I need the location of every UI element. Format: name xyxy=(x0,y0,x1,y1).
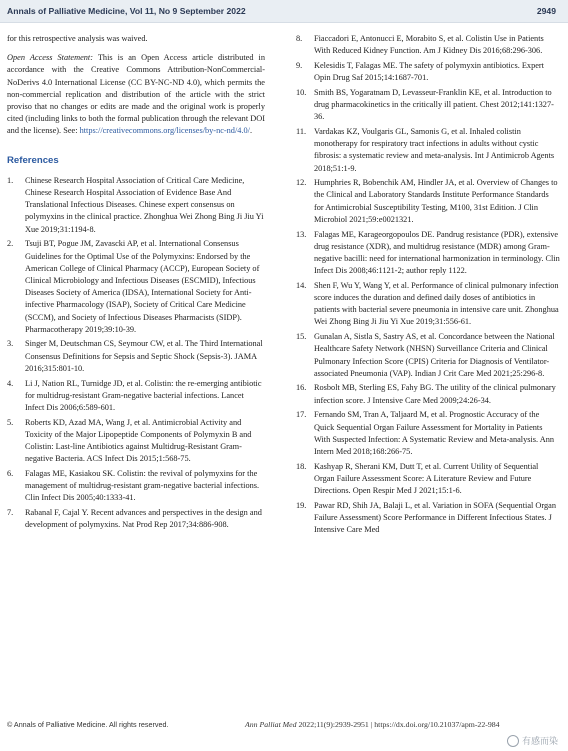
reference-text: Gunalan A, Sistla S, Sastry AS, et al. Concordance between the National Healthcare Safety Network (NHSN) Surveillance Criteria and Clinical Pulmonary Infection Score (CPIS) Criteria for Diagnosis of Ventilator-associated Pneumonia (VAP). Indian J Crit Care Med 2021;25:296-8. xyxy=(314,332,555,378)
reference-item xyxy=(296,33,560,57)
left-column xyxy=(7,33,265,534)
reference-item xyxy=(7,468,265,505)
reference-text: Falagas ME, Karageorgopoulos DE. Pandrug resistance (PDR), extensive drug resistance (XDR), and multidrug resistance (MDR) among Gram-negative bacilli: need for international harmonization in terminology. Clin Infect Dis 2008;46:1121-2; author reply 1122. xyxy=(314,229,560,276)
reference-text: Rabanal F, Cajal Y. Recent advances and perspectives in the design and development of polymyxins. Nat Prod Rep 2017;34:886-908. xyxy=(25,508,262,530)
reference-number: 14. xyxy=(296,280,307,290)
journal-title: Annals of Palliative Medicine, Vol 11, No 9 September 2022 xyxy=(7,6,246,16)
wechat-icon xyxy=(507,735,519,747)
reference-item xyxy=(296,382,560,406)
reference-item xyxy=(7,378,265,415)
reference-number: 3. xyxy=(7,339,14,349)
copyright-notice: © Annals of Palliative Medicine. All rights reserved. xyxy=(7,720,169,729)
reference-text: Tsuji BT, Pogue JM, Zavascki AP, et al. International Consensus Guidelines for the Optimal Use of the Polymyxins: Endorsed by the American College of Clinical Pharmacy (ACCP), European Society of Clinical Microbiology and Infectious Diseases (ESCMID), Infectious Diseases Society of America (IDSA), International Society for Anti-infective Pharmacology (ISAP), Society of Critical Care Medicine (SCCM), and Society of Infectious Diseases Pharmacists (SIDP). Pharmacotherapy 2019;39:10-39. xyxy=(25,239,260,334)
citation-journal: Ann Palliat Med xyxy=(245,720,297,729)
reference-text: Fernando SM, Tran A, Taljaard M, et al. Prognostic Accuracy of the Quick Sequential Organ Failure Assessment for Mortality in Patients With Suspected Infection: A Systematic Review and Meta-analysis. Ann Intern Med 2018;168:266-75. xyxy=(314,410,554,456)
page-header xyxy=(0,0,568,23)
open-access-end: . xyxy=(249,126,253,136)
license-link[interactable]: https://creativecommons.org/licenses/by-nc-nd/4.0/ xyxy=(79,126,250,136)
reference-text: Roberts KD, Azad MA, Wang J, et al. Antimicrobial Activity and Toxicity of the Major Lipopeptide Components of Polymyxin B and Colistin: Last-line Antibiotics against Multidrug-Resistant Gram-negative Bacteria. ACS Infect Dis 2015;1:568-75. xyxy=(25,417,252,464)
reference-text: Smith BS, Yogaratnam D, Levasseur-Franklin KE, et al. Introduction to drug pharmacokinetics in the critically ill patient. Chest 2012;141:1327-36. xyxy=(314,87,554,122)
reference-text: Falagas ME, Kasiakou SK. Colistin: the revival of polymyxins for the management of multidrug-resistant gram-negative bacterial infections. Clin Infect Dis 2005;40:1333-41. xyxy=(25,469,260,503)
reference-list-left xyxy=(7,175,265,532)
reference-item xyxy=(296,60,560,84)
reference-item xyxy=(296,331,560,380)
watermark-text: 有感而染 xyxy=(521,736,558,746)
reference-number: 5. xyxy=(7,417,14,427)
reference-text: Chinese Research Hospital Association of Critical Care Medicine, Chinese Research Hospital Association of Evidence Base And Translational Infectious Diseases. Chinese expert consensus on polymyxins in the clinical practice. Zhonghua Wei Zhong Bing Ji Jiu Yi Xue 2019;31:1194-8. xyxy=(25,175,264,234)
reference-item xyxy=(7,175,265,236)
reference-number: 2. xyxy=(7,239,14,249)
reference-number: 10. xyxy=(296,87,307,97)
reference-number: 9. xyxy=(296,60,303,70)
reference-number: 1. xyxy=(7,175,14,185)
waiver-text: for this retrospective analysis was waived. xyxy=(7,34,148,43)
reference-item xyxy=(296,126,560,175)
reference-number: 12. xyxy=(296,178,307,188)
reference-text: Shen F, Wu Y, Wang Y, et al. Performance of clinical pulmonary infection score induces the duration and defined daily doses of antibiotics in patients with bacterial severe pneumonia in intensive care unit. Zhonghua Wei Zhong Bing Ji Jiu Yi Xue 2019;31:556-61. xyxy=(314,280,559,327)
reference-text: Fiaccadori E, Antonucci E, Morabito S, et al. Colistin Use in Patients With Reduced Kidney Function. Am J Kidney Dis 2016;68:296-306. xyxy=(314,34,544,56)
reference-number: 13. xyxy=(296,229,307,239)
reference-text: Kelesidis T, Falagas ME. The safety of polymyxin antibiotics. Expert Opin Drug Saf 2015;14:1687-701. xyxy=(314,60,544,83)
reference-item xyxy=(7,238,265,336)
reference-item xyxy=(7,417,265,466)
open-access-label: Open Access Statement: xyxy=(7,53,93,63)
reference-number: 16. xyxy=(296,383,307,393)
watermark xyxy=(507,734,558,747)
reference-item xyxy=(296,461,560,498)
reference-number: 15. xyxy=(296,332,307,342)
reference-number: 7. xyxy=(7,508,14,518)
reference-number: 17. xyxy=(296,410,307,420)
reference-text: Pawar RD, Shih JA, Balaji L, et al. Variation in SOFA (Sequential Organ Failure Assessment) Score Performance in Different Infectious States. J Intensive Care Med xyxy=(314,500,556,535)
citation-line xyxy=(245,720,500,729)
reference-text: Singer M, Deutschman CS, Seymour CW, et al. The Third International Consensus Definitions for Sepsis and Septic Shock (Sepsis-3). JAMA 2016;315:801-10. xyxy=(25,339,263,373)
reference-text: Kashyap R, Sherani KM, Dutt T, et al. Current Utility of Sequential Organ Failure Assessment Score: A Literature Review and Future Directions. Open Respir Med J 2021;15:1-6. xyxy=(314,461,539,496)
open-access-body: This is an Open Access article distributed in accordance with the Creative Commons Attribution-NonCommercial-NoDerivs 4.0 International License (CC BY-NC-ND 4.0), which permits the non-commercial replication and distribution of the article with the strict proviso that no changes or edits are made and the original work is properly cited (including links to both the formal publication through the relevant DOI and the license). See: xyxy=(7,53,265,136)
reference-item xyxy=(7,338,265,375)
citation-details: 2022;11(9):2939-2951 | https://dx.doi.org/10.21037/apm-22-984 xyxy=(296,720,500,729)
reference-number: 8. xyxy=(296,34,303,43)
reference-number: 18. xyxy=(296,461,307,471)
right-column xyxy=(296,33,560,539)
reference-number: 11. xyxy=(296,126,307,136)
page-footer xyxy=(0,715,568,751)
reference-item xyxy=(296,87,560,124)
reference-number: 6. xyxy=(7,469,14,478)
reference-text: Rosbolt MB, Sterling ES, Fahy BG. The utility of the clinical pulmonary infection score. J Intensive Care Med 2009;24:26-34. xyxy=(314,383,556,405)
reference-text: Humphries R, Bobenchik AM, Hindler JA, et al. Overview of Changes to the Clinical and Laboratory Standards Institute Performance Standards for Antimicrobial Susceptibility Testing, M100, 31st Edition. J Clin Microbiol 2021;59:e0021321. xyxy=(314,178,558,224)
reference-item xyxy=(296,229,560,278)
reference-text: Vardakas KZ, Voulgaris GL, Samonis G, et al. Inhaled colistin monotherapy for respiratory tract infections in adults without cystic fibrosis: a systematic review and meta-analysis. Int J Antimicrob Agents 2018;51:1-9. xyxy=(314,126,555,173)
reference-text: Li J, Nation RL, Turnidge JD, et al. Colistin: the re-emerging antibiotic for multidrug-resistant Gram-negative bacterial infections. Lancet Infect Dis 2006;6:589-601. xyxy=(25,378,262,412)
reference-item xyxy=(7,507,265,531)
reference-number: 19. xyxy=(296,500,307,510)
reference-number: 4. xyxy=(7,378,14,388)
references-heading: References xyxy=(7,154,59,166)
reference-item xyxy=(296,409,560,458)
page-number: 2949 xyxy=(536,6,556,16)
reference-item xyxy=(296,177,560,226)
reference-item xyxy=(296,280,560,329)
reference-list-right xyxy=(296,33,560,536)
reference-item xyxy=(296,500,560,537)
open-access-statement xyxy=(7,52,265,137)
